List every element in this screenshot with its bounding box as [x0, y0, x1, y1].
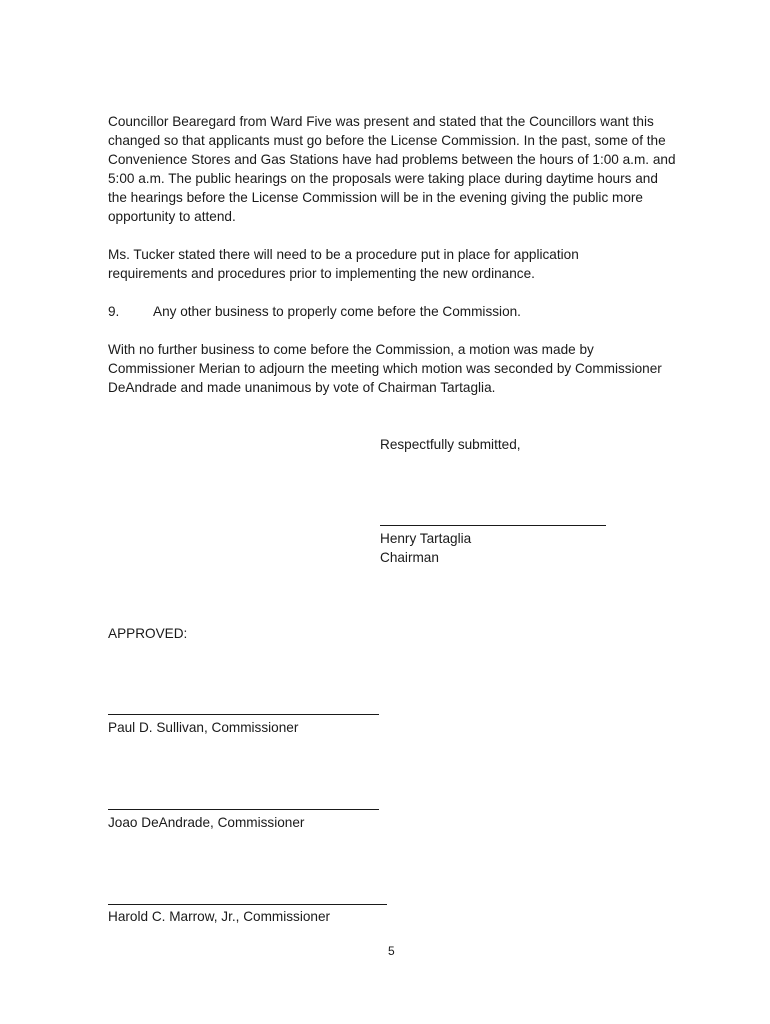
commissioner-signature-line-1 [108, 714, 379, 715]
paragraph-adjournment: With no further business to come before the Commission, a motion was made by Commissioner Merian to adjourn the meeting which motion was seconded by Commissioner DeAndrade and made unanimous by vote of Chairman Tartaglia. [108, 342, 662, 396]
commissioner-signature-line-2 [108, 809, 379, 810]
chairman-name: Henry Tartaglia [380, 531, 472, 546]
paragraph-tucker-statement: Ms. Tucker stated there will need to be a procedure put in place for application requirements and procedures prior to implementing the new ordinance. [108, 247, 579, 282]
agenda-item-number: 9. [108, 304, 120, 319]
commissioner-name-2: Joao DeAndrade, Commissioner [108, 815, 305, 830]
approved-label: APPROVED: [108, 626, 188, 641]
agenda-item-text: Any other business to properly come before the Commission. [153, 304, 521, 319]
commissioner-name-1: Paul D. Sullivan, Commissioner [108, 720, 299, 735]
chairman-title: Chairman [380, 550, 439, 565]
commissioner-signature-line-3 [108, 904, 387, 905]
page-number: 5 [388, 944, 395, 958]
commissioner-name-3: Harold C. Marrow, Jr., Commissioner [108, 909, 331, 924]
chairman-signature-line [380, 525, 606, 526]
closing-salutation: Respectfully submitted, [380, 437, 521, 452]
paragraph-councillor-statement: Councillor Bearegard from Ward Five was present and stated that the Councillors want this changed so that applicants must go before the License Commission. In the past, some of the Convenience Stores and Gas Stations have had problems between the hours of 1:00 a.m. and 5:00 a.m. The public hearings on the proposals were taking place during daytime hours and the hearings before the License Commission will be in the evening giving the public more opportunity to attend. [108, 114, 676, 225]
